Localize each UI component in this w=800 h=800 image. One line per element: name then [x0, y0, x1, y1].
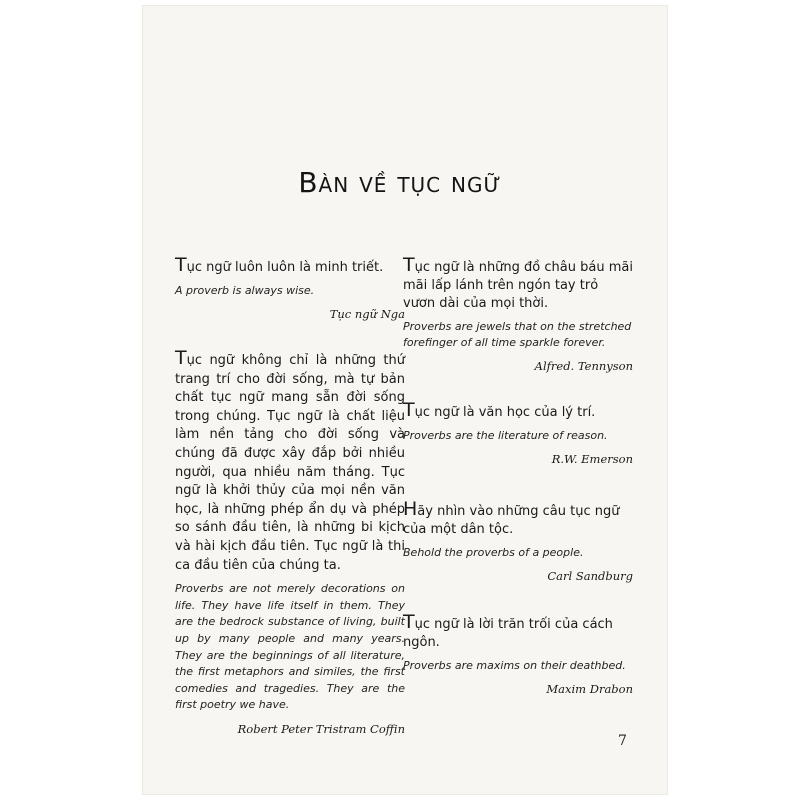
quote-block	[403, 256, 633, 373]
quote-block	[175, 256, 405, 321]
quote-author: Carl Sandburg	[547, 569, 633, 583]
page-number: 7	[618, 733, 627, 749]
quote-english: Proverbs are not merely decorations on life. They have life itself in them. They are the bedrock substance of living, built up by many people and many years. They are the beginnings of all literature, the first metaphors and similes, the first comedies and tragedies. They are the first poetry we have.	[175, 582, 405, 712]
quote-english: Proverbs are jewels that on the stretched forefinger of all time sparkle forever.	[403, 320, 632, 349]
quote-block	[403, 500, 633, 583]
quote-english: Proverbs are maxims on their deathbed.	[403, 659, 626, 672]
quote-english: Proverbs are the literature of reason.	[403, 429, 608, 442]
quote-vietnamese: Tục ngữ là những đồ châu báu mãi mãi lấp lánh trên ngón tay trỏ vươn dài của mọi thời.	[403, 254, 633, 311]
left-column	[175, 256, 405, 736]
quote-block	[175, 349, 405, 736]
quote-vietnamese: Tục ngữ không chỉ là những thứ trang trí cho đời sống, mà tự bản chất tục ngữ mang sẵn đời sống trong chúng. Tục ngữ là chất liệu làm nền tảng cho đời sống và chúng đã được xây đắp bởi nhiều người, qua nhiều năm tháng. Tục ngữ là khởi thủy của mọi nền văn học, là những phép ẩn dụ và phép so sánh đầu tiên, là những bi kịch và hài kịch đầu tiên. Tục ngữ là thi ca đầu tiên của chúng ta.	[175, 347, 405, 573]
quote-vietnamese: Tục ngữ là lời trăn trối của cách ngôn.	[403, 611, 613, 650]
page-title: Bàn về tục ngữ	[298, 166, 502, 199]
quote-vietnamese: Hãy nhìn vào những câu tục ngữ của một dân tộc.	[403, 498, 620, 537]
quote-english: Behold the proverbs of a people.	[403, 546, 584, 559]
quote-block	[403, 401, 633, 466]
quote-vietnamese: Tục ngữ luôn luôn là minh triết.	[175, 254, 384, 276]
quote-vietnamese: Tục ngữ là văn học của lý trí.	[403, 399, 596, 421]
quote-author: R.W. Emerson	[551, 452, 633, 466]
quote-author: Alfred. Tennyson	[534, 359, 633, 373]
quote-author: Tục ngữ Nga	[329, 307, 405, 321]
quote-block	[403, 613, 633, 696]
quote-author: Robert Peter Tristram Coffin	[237, 721, 405, 736]
quote-english: A proverb is always wise.	[175, 284, 315, 297]
right-column	[403, 256, 633, 696]
quote-author: Maxim Drabon	[546, 682, 633, 696]
